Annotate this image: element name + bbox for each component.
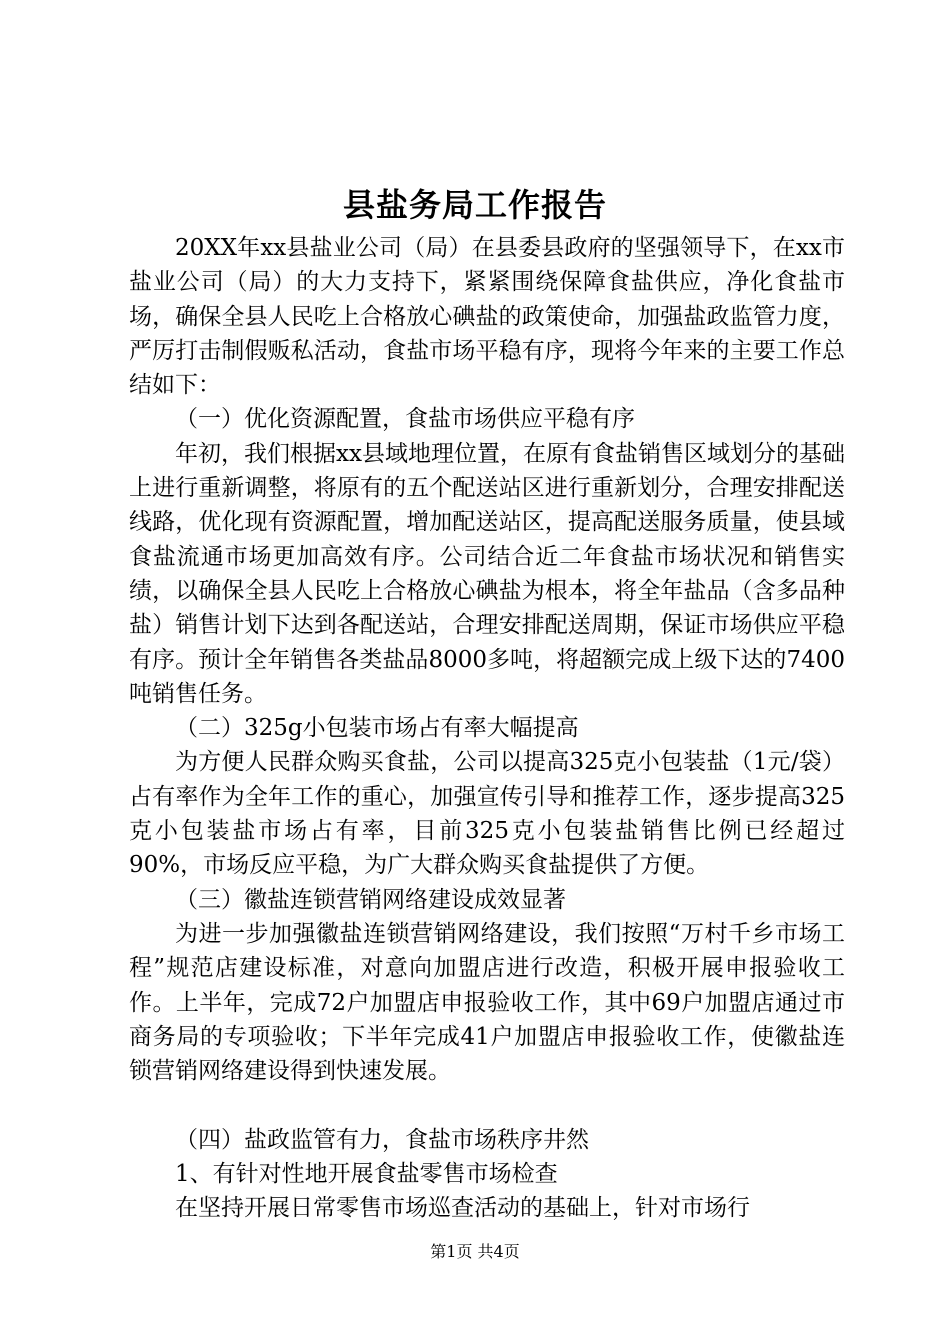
page-number-footer: 第1页 共4页 [430, 1242, 520, 1261]
document-title: 县盐务局工作报告 [342, 186, 607, 224]
intro-paragraph: 20XX年xx县盐业公司（局）在县委县政府的坚强领导下，在xx市盐业公司（局）的大力支持下，紧紧围绕保障食盐供应，净化食盐市场，确保全县人民吃上合格放心碘盐的政策使命，加强盐政监管力度，严厉打击制假贩私活动，食盐市场平稳有序，现将今年来的主要工作总结如下： [129, 235, 845, 399]
section-heading-1: （一）优化资源配置，食盐市场供应平稳有序 [175, 406, 635, 433]
document-body [129, 231, 845, 1226]
section-heading-3: （三）徽盐连锁营销网络建设成效显著 [175, 886, 566, 913]
subsection-paragraph-1: 在坚持开展日常零售市场巡查活动的基础上，针对市场行 [175, 1195, 750, 1222]
section-heading-2: （二）325g小包装市场占有率大幅提高 [175, 715, 579, 742]
section-paragraph-1: 年初，我们根据xx县域地理位置，在原有食盐销售区域划分的基础上进行重新调整，将原有的五个配送站区进行重新划分，合理安排配送线路，优化现有资源配置，增加配送站区，提高配送服务质量，使县域食盐流通市场更加高效有序。公司结合近二年食盐市场状况和销售实绩，以确保全县人民吃上合格放心碘盐为根本，将全年盐品（含多品种盐）销售计划下达到各配送站，合理安排配送周期，保证市场供应平稳有序。预计全年销售各类盐品8000多吨，将超额完成上级下达的7400吨销售任务。 [129, 440, 845, 707]
section-paragraph-2: 为方便人民群众购买食盐，公司以提高325克小包装盐（1元/袋）占有率作为全年工作的重心，加强宣传引导和推荐工作，逐步提高325克小包装盐市场占有率，目前325克小包装盐销售比例已经超过90%，市场反应平稳，为广大群众购买食盐提供了方便。 [129, 749, 845, 879]
subsection-heading-1: 1、有针对性地开展食盐零售市场检查 [175, 1161, 558, 1188]
section-paragraph-3: 为进一步加强徽盐连锁营销网络建设，我们按照“万村千乡市场工程”规范店建设标准，对意向加盟店进行改造，积极开展申报验收工作。上半年，完成72户加盟店申报验收工作，其中69户加盟店通过市商务局的专项验收；下半年完成41户加盟店申报验收工作，使徽盐连锁营销网络建设得到快速发展。 [129, 920, 845, 1085]
section-heading-4: （四）盐政监管有力，食盐市场秩序井然 [175, 1126, 589, 1153]
paragraph-gap [129, 1088, 845, 1122]
